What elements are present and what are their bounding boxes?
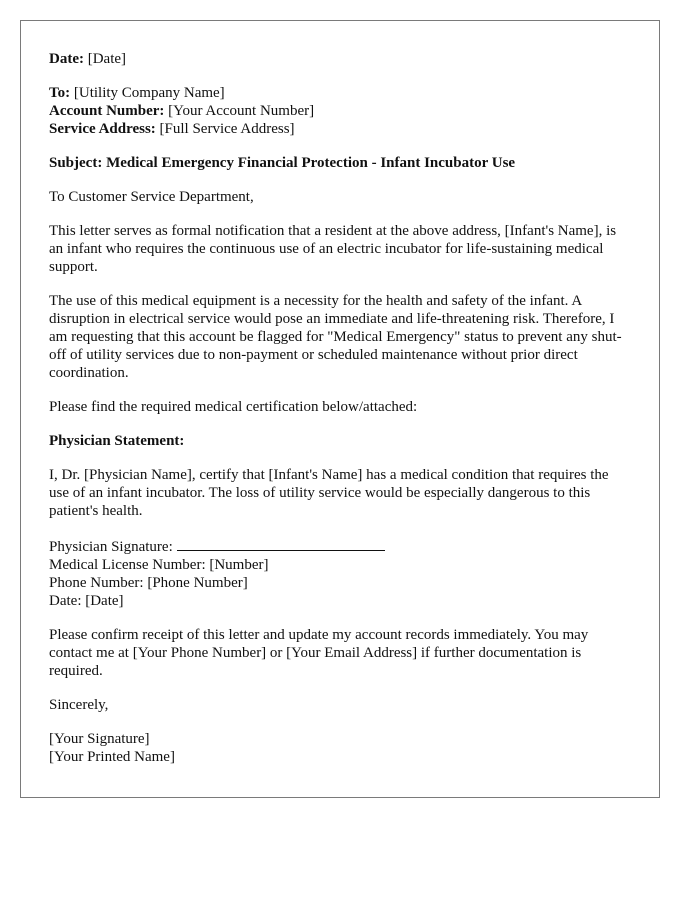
address-label: Service Address: <box>49 121 156 137</box>
account-label: Account Number: <box>49 103 165 119</box>
to-label: To: <box>49 85 71 101</box>
salutation: To Customer Service Department, <box>49 189 254 205</box>
closing-request: Please confirm receipt of this letter and update my account records immediately. You may contact me at [Your Phone Number] or [Your Email Address] if further documentation is required. <box>49 627 589 679</box>
printed-name: [Your Printed Name] <box>49 749 175 765</box>
account-line <box>49 102 631 120</box>
date-label: Date: <box>49 51 84 67</box>
license-line: Medical License Number: [Number] <box>49 557 269 573</box>
subject-text: Subject: Medical Emergency Financial Protection - Infant Incubator Use <box>49 155 516 171</box>
physician-statement: I, Dr. [Physician Name], certify that [Infant's Name] has a medical condition that requires the use of an infant incubator. The loss of utility service would be especially dangerous to this patient's health. <box>49 467 609 519</box>
paragraph-notification: This letter serves as formal notification that a resident at the above address, [Infant's Name], is an infant who requires the continuous use of an electric incubator for life-sustaining medical support. <box>49 223 617 275</box>
address-line <box>49 120 631 138</box>
paragraph-certification: Please find the required medical certification below/attached: <box>49 399 418 415</box>
physician-heading <box>49 432 631 450</box>
physician-signature-label: Physician Signature: <box>49 539 173 555</box>
signature-blank-line <box>177 536 385 551</box>
date-line <box>49 50 631 68</box>
physician-signature-line <box>49 536 631 556</box>
your-signature: [Your Signature] <box>49 731 150 747</box>
to-value: [Utility Company Name] <box>73 85 225 101</box>
valediction: Sincerely, <box>49 697 109 713</box>
physician-date-line: Date: [Date] <box>49 593 124 609</box>
physician-details <box>49 536 631 610</box>
paragraph-request: The use of this medical equipment is a necessity for the health and safety of the infant. A disruption in electrical service would pose an immediate and life-threatening risk. Therefore, I am requesting that this account be flagged for "Medical Emergency" status to prevent any shut-off of utility services due to non-payment or scheduled maintenance without prior direct coordination. <box>49 293 622 381</box>
signature-block <box>49 730 631 766</box>
subject-line <box>49 154 631 172</box>
account-value: [Your Account Number] <box>168 103 315 119</box>
phone-line: Phone Number: [Phone Number] <box>49 575 248 591</box>
address-value: [Full Service Address] <box>159 121 295 137</box>
recipient-block <box>49 84 631 138</box>
date-value: [Date] <box>87 51 127 67</box>
to-line <box>49 84 631 102</box>
physician-heading-text: Physician Statement: <box>49 433 185 449</box>
letter <box>20 20 660 798</box>
